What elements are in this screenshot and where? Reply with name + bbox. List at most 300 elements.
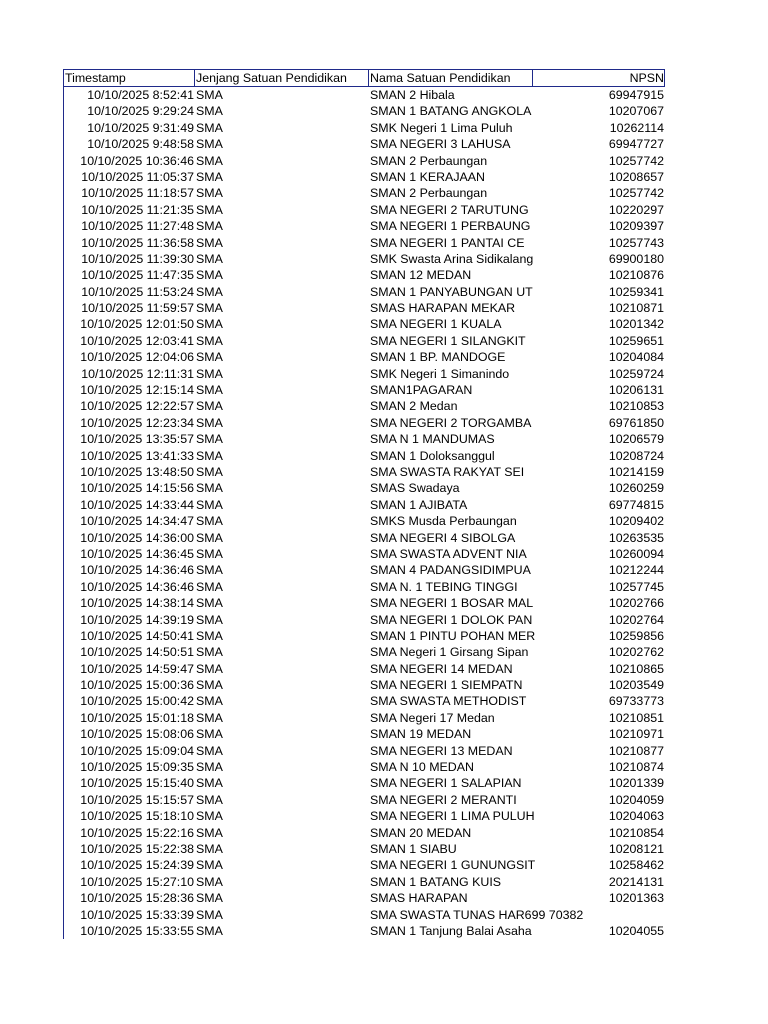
nama-cell[interactable] xyxy=(369,87,535,103)
jenjang-cell[interactable]: SMA xyxy=(196,858,223,873)
table-row[interactable] xyxy=(63,480,665,496)
npsn-cell[interactable]: 10204055 xyxy=(608,923,664,938)
nama-cell[interactable] xyxy=(369,759,535,775)
table-row[interactable] xyxy=(63,87,665,103)
npsn-cell[interactable]: 10258462 xyxy=(608,858,664,873)
table-row[interactable] xyxy=(63,530,665,546)
table-row[interactable] xyxy=(63,743,665,759)
jenjang-cell[interactable]: SMA xyxy=(196,579,223,594)
jenjang-cell[interactable]: SMA xyxy=(196,776,223,791)
npsn-cell[interactable]: 10202766 xyxy=(608,596,664,611)
jenjang-cell[interactable]: SMA xyxy=(196,825,223,840)
nama-cell[interactable] xyxy=(369,792,535,808)
table-row[interactable] xyxy=(63,841,665,857)
npsn-cell[interactable]: 10220297 xyxy=(608,202,664,217)
nama-cell[interactable] xyxy=(369,841,535,857)
table-row[interactable] xyxy=(63,923,665,939)
timestamp-cell[interactable]: 10/10/2025 15:15:57 xyxy=(80,792,194,807)
jenjang-cell[interactable]: SMA xyxy=(196,596,223,611)
table-row[interactable] xyxy=(63,628,665,644)
timestamp-cell[interactable]: 10/10/2025 8:52:41 xyxy=(87,88,194,102)
jenjang-cell[interactable]: SMA xyxy=(196,841,223,856)
timestamp-cell[interactable]: 10/10/2025 12:23:34 xyxy=(80,415,194,430)
nama-cell[interactable] xyxy=(369,661,535,677)
nama-text: SMA NEGERI 1 GUNUNGSIT xyxy=(370,858,536,873)
npsn-cell[interactable]: 10210865 xyxy=(608,661,664,676)
table-row[interactable] xyxy=(63,595,665,611)
header-row xyxy=(63,69,665,87)
table-row[interactable] xyxy=(63,415,665,431)
nama-cell[interactable] xyxy=(369,923,535,939)
nama-cell[interactable] xyxy=(369,693,535,709)
npsn-cell[interactable]: 10204084 xyxy=(608,350,664,365)
jenjang-cell[interactable]: SMA xyxy=(196,923,223,938)
jenjang-cell[interactable]: SMA xyxy=(196,219,223,234)
jenjang-cell[interactable]: SMA xyxy=(196,809,223,824)
npsn-cell[interactable]: 20214131 xyxy=(608,874,664,889)
jenjang-cell[interactable]: SMA xyxy=(196,645,223,660)
table-row[interactable] xyxy=(63,825,665,841)
npsn-cell[interactable]: 10206579 xyxy=(608,432,664,447)
nama-cell[interactable] xyxy=(369,103,535,119)
nama-cell[interactable] xyxy=(369,612,535,628)
nama-text: SMA NEGERI 4 SIBOLGA xyxy=(370,530,516,545)
nama-cell[interactable] xyxy=(369,136,535,152)
nama-text: SMA NEGERI 2 TORGAMBA xyxy=(370,415,532,430)
table-row[interactable] xyxy=(63,907,665,923)
nama-cell[interactable] xyxy=(369,120,535,136)
npsn-cell[interactable]: 10208657 xyxy=(608,169,664,184)
npsn-cell[interactable]: 10210877 xyxy=(608,743,664,758)
npsn-cell[interactable]: 10259724 xyxy=(608,366,664,381)
timestamp-cell[interactable]: 10/10/2025 11:39:30 xyxy=(81,251,194,266)
table-row[interactable] xyxy=(63,759,665,775)
timestamp-cell[interactable]: 10/10/2025 12:04:06 xyxy=(80,350,194,365)
nama-text: SMA N. 1 TEBING TINGGI xyxy=(370,579,518,594)
nama-cell[interactable] xyxy=(369,644,535,660)
npsn-cell[interactable]: 69774815 xyxy=(608,497,664,512)
npsn-cell[interactable]: 10210971 xyxy=(608,727,664,742)
jenjang-cell[interactable]: SMA xyxy=(196,186,223,201)
timestamp-cell[interactable]: 10/10/2025 11:53:24 xyxy=(81,284,194,299)
nama-text: SMAN 2 Perbaungan xyxy=(370,186,488,201)
nama-text: SMA NEGERI 2 TARUTUNG xyxy=(370,202,529,217)
table-row[interactable] xyxy=(63,169,665,185)
jenjang-cell[interactable]: SMA xyxy=(196,383,223,398)
jenjang-cell[interactable]: SMA xyxy=(196,628,223,643)
jenjang-cell[interactable]: SMA xyxy=(196,760,223,775)
timestamp-cell[interactable]: 10/10/2025 14:59:47 xyxy=(80,661,194,676)
table-row[interactable] xyxy=(63,808,665,824)
timestamp-cell[interactable]: 10/10/2025 15:33:55 xyxy=(80,923,194,938)
jenjang-cell[interactable]: SMA xyxy=(196,202,223,217)
nama-text: SMA SWASTA METHODIST xyxy=(370,694,527,709)
npsn-cell[interactable]: 10210876 xyxy=(608,268,664,283)
timestamp-cell[interactable]: 10/10/2025 12:22:57 xyxy=(80,399,194,414)
nama-cell[interactable] xyxy=(369,153,535,169)
jenjang-cell[interactable]: SMA xyxy=(196,88,223,102)
jenjang-cell[interactable]: SMA xyxy=(196,710,223,725)
timestamp-cell[interactable]: 10/10/2025 11:05:37 xyxy=(81,169,194,184)
table-row[interactable] xyxy=(63,316,665,332)
header-npsn[interactable]: NPSN xyxy=(532,70,665,86)
table-row[interactable] xyxy=(63,218,665,234)
nama-cell[interactable] xyxy=(369,825,535,841)
nama-text: SMAN 1 KERAJAAN xyxy=(370,169,485,184)
jenjang-cell[interactable]: SMA xyxy=(196,317,223,332)
nama-text: SMA NEGERI 3 LAHUSA xyxy=(370,137,511,152)
npsn-cell[interactable]: 10257742 xyxy=(608,153,664,168)
nama-cell[interactable] xyxy=(369,366,535,382)
table-row[interactable] xyxy=(63,644,665,660)
table-row[interactable] xyxy=(63,366,665,382)
nama-cell[interactable] xyxy=(369,300,535,316)
timestamp-cell[interactable]: 10/10/2025 9:48:58 xyxy=(87,137,194,152)
table-row[interactable] xyxy=(63,726,665,742)
npsn-cell[interactable]: 10210874 xyxy=(608,760,664,775)
npsn-cell[interactable]: 10209397 xyxy=(608,219,664,234)
npsn-cell[interactable]: 10257745 xyxy=(608,579,664,594)
npsn-cell[interactable]: 10207067 xyxy=(608,104,664,119)
nama-cell[interactable] xyxy=(369,267,535,283)
timestamp-cell[interactable]: 10/10/2025 14:36:45 xyxy=(80,546,194,561)
nama-cell[interactable] xyxy=(369,202,535,218)
npsn-cell[interactable]: 10212244 xyxy=(608,563,664,578)
jenjang-cell[interactable]: SMA xyxy=(196,284,223,299)
table-row[interactable] xyxy=(63,333,665,349)
nama-text: SMAN 4 PADANGSIDIMPUA xyxy=(370,563,531,578)
npsn-cell[interactable]: 10262114 xyxy=(609,120,664,135)
nama-cell[interactable] xyxy=(369,579,535,595)
nama-text: SMAN 1 BP. MANDOGE xyxy=(370,350,506,365)
table-row[interactable] xyxy=(63,661,665,677)
nama-cell[interactable] xyxy=(369,710,535,726)
nama-text: SMA N 10 MEDAN xyxy=(370,760,474,775)
timestamp-cell[interactable]: 10/10/2025 14:39:19 xyxy=(80,612,194,627)
nama-text: SMA NEGERI 1 BOSAR MAL xyxy=(370,596,534,611)
table-row[interactable] xyxy=(63,284,665,300)
timestamp-cell[interactable]: 10/10/2025 15:01:18 xyxy=(80,710,194,725)
timestamp-cell[interactable]: 10/10/2025 15:33:39 xyxy=(80,907,194,922)
nama-text: SMAN 2 Medan xyxy=(370,399,458,414)
nama-text: SMK Negeri 1 Lima Puluh xyxy=(370,120,513,135)
npsn-cell[interactable]: 10204059 xyxy=(608,792,664,807)
table-row[interactable] xyxy=(63,775,665,791)
timestamp-cell[interactable]: 10/10/2025 11:59:57 xyxy=(81,301,194,316)
timestamp-cell[interactable]: 10/10/2025 15:09:04 xyxy=(80,743,194,758)
header-timestamp[interactable]: Timestamp xyxy=(63,70,195,86)
nama-text: SMA Negeri 1 Girsang Sipan xyxy=(370,645,529,660)
timestamp-cell[interactable]: 10/10/2025 15:15:40 xyxy=(80,776,194,791)
nama-cell[interactable] xyxy=(369,497,535,513)
npsn-cell[interactable]: 10201339 xyxy=(608,776,664,791)
table-row[interactable] xyxy=(63,349,665,365)
table-row[interactable] xyxy=(63,448,665,464)
timestamp-cell[interactable]: 10/10/2025 14:38:14 xyxy=(80,596,194,611)
table-row[interactable] xyxy=(63,677,665,693)
jenjang-cell[interactable]: SMA xyxy=(196,399,223,414)
jenjang-cell[interactable]: SMA xyxy=(196,268,223,283)
timestamp-cell[interactable]: 10/10/2025 15:28:36 xyxy=(80,891,194,906)
table-row[interactable] xyxy=(63,579,665,595)
jenjang-cell[interactable]: SMA xyxy=(196,874,223,889)
table-row[interactable] xyxy=(63,103,665,119)
nama-cell[interactable] xyxy=(369,398,535,414)
nama-cell[interactable] xyxy=(369,595,535,611)
npsn-cell[interactable]: 10202762 xyxy=(608,645,664,660)
jenjang-cell[interactable]: SMA xyxy=(196,563,223,578)
npsn-cell[interactable]: 10208724 xyxy=(608,448,664,463)
nama-cell[interactable] xyxy=(369,284,535,300)
npsn-cell[interactable]: 10260094 xyxy=(608,546,664,561)
jenjang-cell[interactable]: SMA xyxy=(196,366,223,381)
table-row[interactable] xyxy=(63,857,665,873)
jenjang-cell[interactable]: SMA xyxy=(196,104,223,119)
jenjang-cell[interactable]: SMA xyxy=(196,907,223,922)
jenjang-cell[interactable]: SMA xyxy=(196,333,223,348)
npsn-cell[interactable]: 69947915 xyxy=(608,88,664,102)
nama-cell[interactable] xyxy=(369,890,535,906)
jenjang-cell[interactable]: SMA xyxy=(196,120,223,135)
timestamp-cell[interactable]: 10/10/2025 10:36:46 xyxy=(80,153,194,168)
jenjang-cell[interactable]: SMA xyxy=(196,464,223,479)
npsn-cell[interactable]: 10257742 xyxy=(608,186,664,201)
table-row[interactable] xyxy=(63,792,665,808)
npsn-cell[interactable]: 10259856 xyxy=(608,628,664,643)
nama-cell[interactable] xyxy=(369,235,535,251)
table-row[interactable] xyxy=(63,235,665,251)
npsn-cell[interactable]: 10210851 xyxy=(608,710,664,725)
npsn-cell[interactable]: 10210854 xyxy=(608,825,664,840)
npsn-cell[interactable]: 69900180 xyxy=(608,251,664,266)
jenjang-cell[interactable]: SMA xyxy=(196,169,223,184)
jenjang-cell[interactable]: SMA xyxy=(196,301,223,316)
nama-cell[interactable] xyxy=(369,530,535,546)
table-row[interactable] xyxy=(63,890,665,906)
timestamp-cell[interactable]: 10/10/2025 14:50:41 xyxy=(80,628,194,643)
nama-cell[interactable] xyxy=(369,907,584,923)
npsn-cell[interactable]: 10201363 xyxy=(608,891,664,906)
timestamp-cell[interactable]: 10/10/2025 12:01:50 xyxy=(80,317,194,332)
timestamp-cell[interactable]: 10/10/2025 11:18:57 xyxy=(81,186,194,201)
table-row[interactable] xyxy=(63,202,665,218)
header-jenjang[interactable]: Jenjang Satuan Pendidikan xyxy=(194,70,368,86)
timestamp-cell[interactable]: 10/10/2025 9:31:49 xyxy=(87,120,194,135)
timestamp-cell[interactable]: 10/10/2025 15:22:38 xyxy=(80,841,194,856)
nama-text: SMA SWASTA RAKYAT SEI xyxy=(370,464,525,479)
timestamp-cell[interactable]: 10/10/2025 14:34:47 xyxy=(80,514,194,529)
timestamp-cell[interactable]: 10/10/2025 11:27:48 xyxy=(81,219,194,234)
nama-cell[interactable] xyxy=(369,743,535,759)
table-row[interactable] xyxy=(63,513,665,529)
timestamp-cell[interactable]: 10/10/2025 13:48:50 xyxy=(80,464,194,479)
jenjang-cell[interactable]: SMA xyxy=(196,727,223,742)
table-row[interactable] xyxy=(63,710,665,726)
table-row[interactable] xyxy=(63,185,665,201)
table-body xyxy=(63,87,665,939)
timestamp-cell[interactable]: 10/10/2025 11:36:58 xyxy=(81,235,194,250)
timestamp-cell[interactable]: 10/10/2025 13:41:33 xyxy=(80,448,194,463)
table-row[interactable] xyxy=(63,612,665,628)
npsn-cell[interactable]: 10204063 xyxy=(608,809,664,824)
timestamp-cell[interactable]: 10/10/2025 11:47:35 xyxy=(81,268,194,283)
jenjang-cell[interactable]: SMA xyxy=(196,891,223,906)
npsn-cell[interactable]: 10210853 xyxy=(608,399,664,414)
jenjang-cell[interactable]: SMA xyxy=(196,481,223,496)
nama-text: SMAN 1 PINTU POHAN MER xyxy=(370,628,536,643)
timestamp-cell[interactable]: 10/10/2025 14:50:51 xyxy=(80,645,194,660)
timestamp-cell[interactable]: 10/10/2025 12:15:14 xyxy=(80,383,194,398)
table-row[interactable] xyxy=(63,267,665,283)
nama-cell[interactable] xyxy=(369,480,535,496)
jenjang-cell[interactable]: SMA xyxy=(196,514,223,529)
nama-cell[interactable] xyxy=(369,857,535,873)
table-row[interactable] xyxy=(63,546,665,562)
nama-text: SMA Negeri 17 Medan xyxy=(370,710,495,725)
nama-cell[interactable] xyxy=(369,546,535,562)
nama-cell[interactable] xyxy=(369,349,535,365)
nama-cell[interactable] xyxy=(369,726,535,742)
jenjang-cell[interactable]: SMA xyxy=(196,694,223,709)
nama-cell[interactable] xyxy=(369,448,535,464)
nama-text: SMAS HARAPAN MEKAR xyxy=(370,301,516,316)
npsn-cell[interactable]: 10259651 xyxy=(608,333,664,348)
timestamp-cell[interactable]: 10/10/2025 14:33:44 xyxy=(80,497,194,512)
npsn-cell[interactable]: 10203549 xyxy=(608,678,664,693)
timestamp-cell[interactable]: 10/10/2025 15:27:10 xyxy=(80,874,194,889)
npsn-cell[interactable]: 10206131 xyxy=(608,383,664,398)
nama-text: SMA NEGERI 1 PERBAUNG xyxy=(370,219,531,234)
nama-text: SMA NEGERI 1 DOLOK PAN xyxy=(370,612,533,627)
nama-text: SMA SWASTA ADVENT NIA xyxy=(370,546,527,561)
nama-cell[interactable] xyxy=(369,628,535,644)
jenjang-cell[interactable]: SMA xyxy=(196,678,223,693)
table-row[interactable] xyxy=(63,153,665,169)
timestamp-cell[interactable]: 10/10/2025 14:36:46 xyxy=(80,563,194,578)
jenjang-cell[interactable]: SMA xyxy=(196,432,223,447)
table-row[interactable] xyxy=(63,251,665,267)
table-row[interactable] xyxy=(63,398,665,414)
nama-cell[interactable] xyxy=(369,333,535,349)
nama-cell[interactable] xyxy=(369,415,535,431)
nama-cell[interactable] xyxy=(369,775,535,791)
table-row[interactable] xyxy=(63,120,665,136)
jenjang-cell[interactable]: SMA xyxy=(196,137,223,152)
timestamp-cell[interactable]: 10/10/2025 9:29:24 xyxy=(87,104,194,119)
nama-cell[interactable] xyxy=(369,562,535,578)
timestamp-cell[interactable]: 10/10/2025 15:09:35 xyxy=(80,760,194,775)
table-row[interactable] xyxy=(63,431,665,447)
npsn-cell[interactable]: 10208121 xyxy=(608,841,664,856)
nama-cell[interactable] xyxy=(369,251,535,267)
nama-text: SMA NEGERI 1 SILANGKIT xyxy=(370,333,526,348)
nama-text: SMA NEGERI 1 PANTAI CE xyxy=(370,235,525,250)
nama-text: SMA NEGERI 1 LIMA PULUH xyxy=(370,809,535,824)
nama-cell[interactable] xyxy=(369,677,535,693)
timestamp-cell[interactable]: 10/10/2025 14:15:56 xyxy=(80,481,194,496)
nama-text: SMA SWASTA TUNAS HAR699 70382 xyxy=(370,907,584,922)
timestamp-cell[interactable]: 10/10/2025 15:22:16 xyxy=(80,825,194,840)
npsn-cell[interactable]: 69947727 xyxy=(608,137,664,152)
nama-cell[interactable] xyxy=(369,431,535,447)
npsn-cell[interactable]: 10259341 xyxy=(608,284,664,299)
nama-text: SMAN 2 Perbaungan xyxy=(370,153,488,168)
npsn-cell[interactable]: 10202764 xyxy=(608,612,664,627)
table-row[interactable] xyxy=(63,300,665,316)
timestamp-cell[interactable]: 10/10/2025 15:24:39 xyxy=(80,858,194,873)
jenjang-cell[interactable]: SMA xyxy=(196,350,223,365)
table-row[interactable] xyxy=(63,497,665,513)
table-row[interactable] xyxy=(63,464,665,480)
timestamp-cell[interactable]: 10/10/2025 14:36:00 xyxy=(80,530,194,545)
nama-cell[interactable] xyxy=(369,185,535,201)
nama-cell[interactable] xyxy=(369,218,535,234)
timestamp-cell[interactable]: 10/10/2025 15:08:06 xyxy=(80,727,194,742)
nama-text: SMAN 1 Tanjung Balai Asaha xyxy=(370,923,532,938)
table-row[interactable] xyxy=(63,136,665,152)
nama-cell[interactable] xyxy=(369,874,535,890)
npsn-cell[interactable]: 10201342 xyxy=(608,317,664,332)
table-row[interactable] xyxy=(63,562,665,578)
table-row[interactable] xyxy=(63,874,665,890)
npsn-cell[interactable]: 10257743 xyxy=(608,235,664,250)
nama-text: SMAN 1 BATANG ANGKOLA xyxy=(370,104,532,119)
nama-text: SMAN 2 Hibala xyxy=(370,88,455,102)
nama-cell[interactable] xyxy=(369,169,535,185)
nama-cell[interactable] xyxy=(369,464,535,480)
timestamp-cell[interactable]: 10/10/2025 15:00:42 xyxy=(80,694,194,709)
timestamp-cell[interactable]: 10/10/2025 12:11:31 xyxy=(81,366,194,381)
jenjang-cell[interactable]: SMA xyxy=(196,415,223,430)
timestamp-cell[interactable]: 10/10/2025 15:00:36 xyxy=(80,678,194,693)
npsn-cell[interactable]: 69733773 xyxy=(608,694,664,709)
table-row[interactable] xyxy=(63,693,665,709)
jenjang-cell[interactable]: SMA xyxy=(196,497,223,512)
table-row[interactable] xyxy=(63,382,665,398)
nama-text: SMA N 1 MANDUMAS xyxy=(370,432,495,447)
npsn-cell[interactable]: 10214159 xyxy=(608,464,664,479)
jenjang-cell[interactable]: SMA xyxy=(196,661,223,676)
jenjang-cell[interactable]: SMA xyxy=(196,251,223,266)
jenjang-cell[interactable]: SMA xyxy=(196,153,223,168)
jenjang-cell[interactable]: SMA xyxy=(196,546,223,561)
npsn-cell[interactable]: 10209402 xyxy=(608,514,664,529)
npsn-cell[interactable]: 10210871 xyxy=(608,301,664,316)
nama-cell[interactable] xyxy=(369,808,535,824)
jenjang-cell[interactable]: SMA xyxy=(196,530,223,545)
nama-text: SMAS HARAPAN xyxy=(370,891,468,906)
nama-cell[interactable] xyxy=(369,513,535,529)
nama-text: SMA NEGERI 2 MERANTI xyxy=(370,792,517,807)
nama-cell[interactable] xyxy=(369,382,535,398)
npsn-cell[interactable]: 10263535 xyxy=(608,530,664,545)
jenjang-cell[interactable]: SMA xyxy=(196,792,223,807)
timestamp-cell[interactable]: 10/10/2025 13:35:57 xyxy=(80,432,194,447)
npsn-cell[interactable]: 69761850 xyxy=(608,415,664,430)
header-nama[interactable]: Nama Satuan Pendidikan xyxy=(368,70,532,86)
jenjang-cell[interactable]: SMA xyxy=(196,743,223,758)
jenjang-cell[interactable]: SMA xyxy=(196,235,223,250)
timestamp-cell[interactable]: 10/10/2025 12:03:41 xyxy=(80,333,194,348)
timestamp-cell[interactable]: 10/10/2025 15:18:10 xyxy=(80,809,194,824)
jenjang-cell[interactable]: SMA xyxy=(196,612,223,627)
nama-cell[interactable] xyxy=(369,316,535,332)
timestamp-cell[interactable]: 10/10/2025 14:36:46 xyxy=(80,579,194,594)
jenjang-cell[interactable]: SMA xyxy=(196,448,223,463)
timestamp-cell[interactable]: 10/10/2025 11:21:35 xyxy=(81,202,194,217)
nama-text: SMAN 19 MEDAN xyxy=(370,727,472,742)
npsn-cell[interactable]: 10260259 xyxy=(608,481,664,496)
